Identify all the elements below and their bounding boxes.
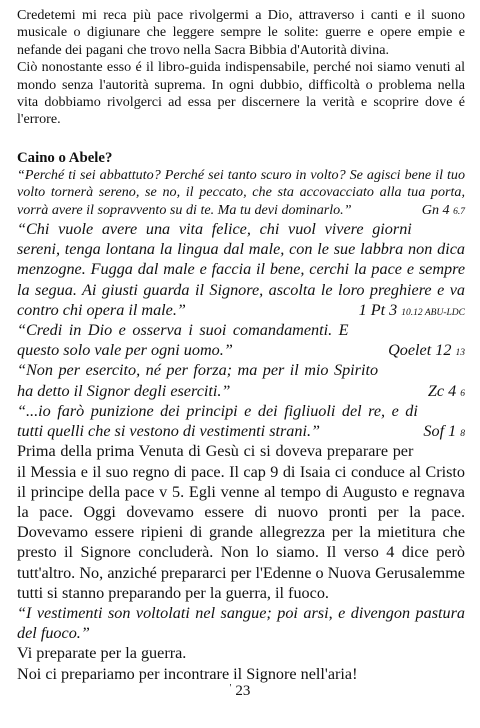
page-mark: ' xyxy=(229,683,232,694)
closing-line-1: Vi preparate per la guerra. xyxy=(17,644,187,663)
quote-reference: Gn 4 6.7 xyxy=(421,201,465,218)
quote-text: “Credi in Dio e osserva i suoi comandamenti. E questo solo vale per ogni uomo.” xyxy=(17,321,349,360)
quote-text: “Perché ti sei abbattuto? Perché sei tanto scuro in volto? Se agisci bene il tuo volto tornerà sereno, se no, il peccato, che sta accovacciato alla tua porta, vorrà avere il sopravvento su di te. Ma tu devi dominarlo.” xyxy=(17,166,465,218)
page-text xyxy=(17,7,465,684)
quote-genesis xyxy=(17,167,465,219)
main-paragraph: Prima della prima Venuta di Gesù ci si doveva preparare per il Messia e il suo regno di pace. Il cap 9 di Isaia ci conduce al Cristo il principe della pace v 5. Egli venne al tempo di Augusto e regnava la pace. Oggi dovevamo essere di nuovo pronti per la pace. Dovevamo essere ripieni di grande allegrezza per la mietitura che presto il Signore concluderà. Non lo siamo. Il verso 4 dice però tutt'altro. No, anziché prepararci per l'Edenne o Nuova Gerusalemme tutti si stanno preparando per la guerra, il fuoco. xyxy=(17,442,465,602)
quote-reference: Sof 1 8 xyxy=(423,422,465,441)
quote-zephaniah xyxy=(17,401,465,441)
quote-reference: 1 Pt 3 10.12 ABU-LDC xyxy=(358,300,465,319)
quote-text: “Non per esercito, né per forza; ma per il mio Spirito ha detto il Signor degli eserciti.” xyxy=(17,361,379,400)
page-number-value: 23 xyxy=(235,683,251,699)
quote-zechariah xyxy=(17,360,465,400)
quote-reference: Zc 4 6 xyxy=(427,381,465,400)
page-number xyxy=(0,683,480,700)
intro-paragraph-2: Ciò nonostante esso é il libro-guida indispensabile, perché noi siamo venuti al mondo senza l'autorità suprema. In ogni dubbio, difficoltà o problema nella vita dobbiamo rivolgerci ad essa per discernere la verità e scoprire dove é l'errore. xyxy=(17,59,465,128)
quote-text: “Chi vuole avere una vita felice, chi vuol vivere giorni sereni, tenga lontana la lingua dal male, con le sue labbra non dica menzogne. Fugga dal male e faccia il bene, cerchi la pace e sempre la segua. Ai giusti guarda il Signore, ascolta le loro preghiere e va contro chi opera il male.” xyxy=(17,220,465,319)
quote-qoelet xyxy=(17,320,465,360)
section-heading: Caino o Abele? xyxy=(17,149,113,166)
intro-paragraph-1: Credetemi mi reca più pace rivolgermi a Dio, attraverso i canti e il suono musicale o digiunare che leggere sempre le solite: guerre e opere empie e nefande dei pagani che trovo nella Sacra Bibbia d'Autorità divina. xyxy=(17,7,465,58)
quote-text: “...io farò punizione dei principi e dei figliuoli del re, e di tutti quelli che si vestono di vestimenti strani.” xyxy=(17,401,418,441)
final-quote: “I vestimenti son voltolati nel sangue; poi arsi, e divengon pastura del fuoco.” xyxy=(17,603,465,643)
quote-peter xyxy=(17,219,465,320)
closing-line-2: Noi ci prepariamo per incontrare il Signore nell'aria! xyxy=(17,664,358,683)
quote-reference: Qoelet 12 13 xyxy=(388,341,465,360)
